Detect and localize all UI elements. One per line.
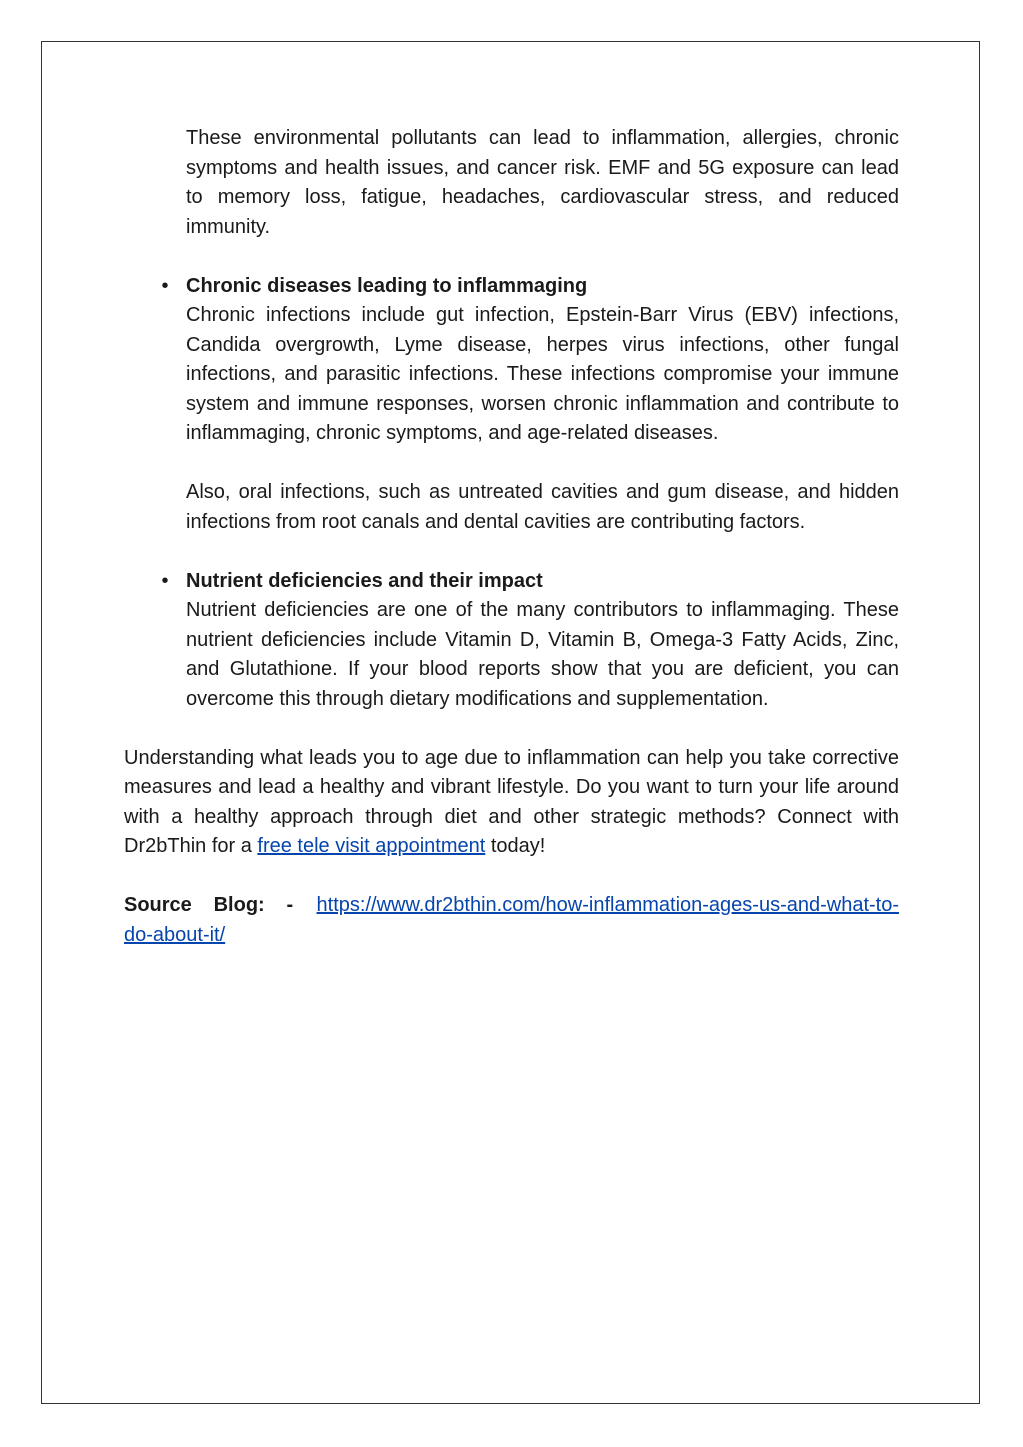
source-url-link[interactable]: https://www.dr2bthin.com/how-inflammation-ages-us-and-what-to-do-about-it/ <box>124 894 900 946</box>
section-paragraph: Chronic infections include gut infection, Epstein-Barr Virus (EBV) infections, Candida overgrowth, Lyme disease, herpes virus infections, other fungal infections, and parasitic infections. These infections compromise your immune system and immune responses, worsen chronic inflammation and contribute to inflammaging, chronic symptoms, and age-related diseases. <box>186 304 899 444</box>
bullet-icon: • <box>161 274 169 297</box>
closing-text-end: today! <box>485 835 546 857</box>
source-label: Source Blog: - <box>124 894 294 916</box>
list-item-nutrient-deficiencies <box>161 567 899 715</box>
closing-paragraph <box>124 744 899 862</box>
list-item-chronic-diseases <box>161 272 899 538</box>
section-paragraph: Also, oral infections, such as untreated cavities and gum disease, and hidden infections from root canals and dental cavities are contributing factors. <box>186 481 899 533</box>
document-body <box>124 124 899 950</box>
section-paragraph: Nutrient deficiencies are one of the many contributors to inflammaging. These nutrient deficiencies include Vitamin D, Vitamin B, Omega-3 Fatty Acids, Zinc, and Glutathione. If your blood reports show that you are deficient, you can overcome this through dietary modifications and supplementation. <box>186 599 899 710</box>
section-heading-chronic-diseases: Chronic diseases leading to inflammaging <box>186 274 588 297</box>
source-line <box>124 891 899 950</box>
tele-visit-link[interactable]: free tele visit appointment <box>257 835 486 857</box>
section-heading-nutrient-deficiencies: Nutrient deficiencies and their impact <box>186 569 543 592</box>
closing-text: Understanding what leads you to age due to inflammation can help you take corrective measures and lead a healthy and vibrant lifestyle. Do you want to turn your life around with a healthy approach through diet and other strategic methods? Connect with Dr2bThin for a <box>124 746 899 857</box>
intro-paragraph: These environmental pollutants can lead to inflammation, allergies, chronic symptoms and health issues, and cancer risk. EMF and 5G exposure can lead to memory loss, fatigue, headaches, cardiovascular stress, and reduced immunity. <box>186 127 899 238</box>
bullet-icon: • <box>161 569 169 592</box>
